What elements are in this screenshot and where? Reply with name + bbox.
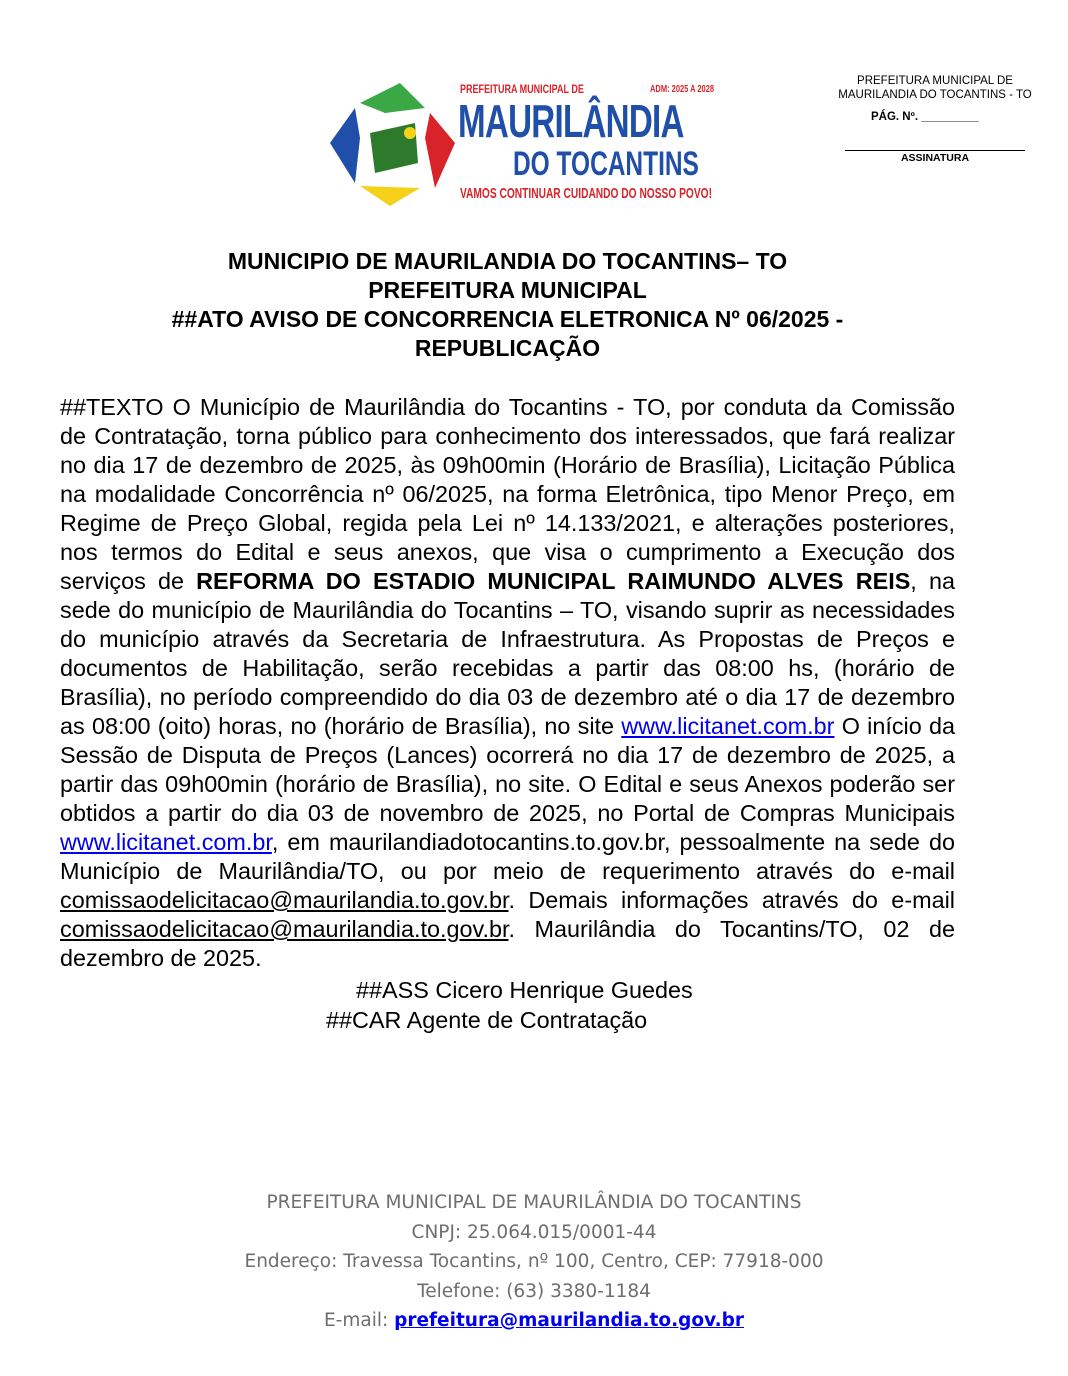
stamp-signature-label: ASSINATURA — [900, 152, 970, 164]
title-line: PREFEITURA MUNICIPAL — [368, 277, 647, 303]
signer-name: ##ASS Cicero Henrique Guedes — [356, 977, 693, 1003]
project-name: REFORMA DO ESTADIO MUNICIPAL RAIMUNDO ALVES REIS — [196, 568, 911, 594]
footer — [0, 1188, 1068, 1336]
document-title — [60, 247, 955, 363]
stamp-line1: PREFEITURA MUNICIPAL DE — [857, 75, 1013, 87]
logo-city: MAURILÂNDIA — [458, 95, 684, 147]
title-line: MUNICIPIO DE MAURILANDIA DO TOCANTINS– TO — [227, 248, 788, 274]
stamp-line2: MAURILANDIA DO TOCANTINS - TO — [838, 89, 1032, 101]
footer-phone: Telefone: (63) 3380-1184 — [417, 1280, 651, 1302]
body-text: , na sede do município de Maurilândia do Tocantins – TO, visando suprir as necessidades do município através da Secretaria de Infraestrutura. As Propostas de Preços e documentos de Habilitação, serão recebidas a partir das 08:00 hs, (horário de Brasília), no período compreendido do dia 03 de dezembro até o dia 17 de dezembro as 08:00 (oito) horas, no (horário de Brasília), no site — [60, 568, 955, 739]
body-text: , em maurilandiadotocantins.to.gov.br, pessoalmente na sede do Município de Maurilândia/TO, ou por meio de requerimento através do e-mail — [60, 829, 955, 884]
body-text: . Maurilândia do Tocantins/TO, 02 de dezembro de 2025. — [60, 916, 955, 971]
licitanet-link[interactable]: www.licitanet.com.br — [60, 829, 272, 855]
logo-adm: ADM: 2025 A 2028 — [650, 84, 715, 95]
logo-line1: PREFEITURA MUNICIPAL DE — [460, 82, 584, 96]
logo-emblem-icon — [330, 78, 455, 208]
body-text: ##TEXTO O Município de Maurilândia do Tocantins - TO, por conduta da Comissão de Contratação, torna público para conhecimento dos interessados, que fará realizar no dia 17 de dezembro de 2025, às 09h00min (Horário de Brasília), Licitação Pública na modalidade Concorrência nº 06/2025, na forma Eletrônica, tipo Menor Preço, em Regime de Preço Global, regida pela Lei nº 14.133/2021, e alterações posteriores, nos termos do Edital e seus anexos, que visa o cumprimento a Execução dos serviços de — [60, 394, 955, 594]
footer-email-label: E-mail: — [323, 1310, 395, 1331]
signature-block — [60, 975, 955, 1035]
logo-state: DO TOCANTINS — [513, 145, 699, 183]
body-text: . Demais informações através do e-mail — [508, 887, 955, 913]
body-text: O início da Sessão de Disputa de Preços (Lances) ocorrerá no dia 17 de dezembro de 2025, a partir das 09h00min (horário de Brasília), no site. O Edital e seus Anexos poderão ser obtidos a partir do dia 03 de novembro de 2025, no Portal de Compras Municipais — [60, 713, 955, 826]
email-link[interactable]: comissaodelicitacao@maurilandia.to.gov.br — [60, 916, 509, 942]
email-link[interactable]: comissaodelicitacao@maurilandia.to.gov.br — [60, 887, 509, 913]
logo-slogan: VAMOS CONTINUAR CUIDANDO DO NOSSO POVO! — [460, 185, 712, 202]
footer-org: PREFEITURA MUNICIPAL DE MAURILÂNDIA DO TOCANTINS — [266, 1192, 802, 1213]
title-line: ##ATO AVISO DE CONCORRENCIA ELETRONICA Nº 06/2025 - — [171, 306, 844, 332]
footer-email-link[interactable]: prefeitura@maurilandia.to.gov.br — [394, 1310, 745, 1331]
footer-cnpj: CNPJ: 25.064.015/0001-44 — [411, 1221, 657, 1243]
licitanet-link[interactable]: www.licitanet.com.br — [621, 713, 835, 739]
notice-content — [60, 393, 955, 1035]
title-line: REPUBLICAÇÃO — [414, 335, 601, 361]
municipal-logo — [330, 78, 730, 208]
stamp-page-number: PÁG. Nº. _________ — [871, 111, 979, 123]
footer-address: Endereço: Travessa Tocantins, nº 100, Centro, CEP: 77918-000 — [244, 1251, 824, 1272]
notice-body — [60, 393, 955, 973]
signer-role: ##CAR Agente de Contratação — [326, 1007, 648, 1033]
page-stamp — [835, 74, 1035, 165]
